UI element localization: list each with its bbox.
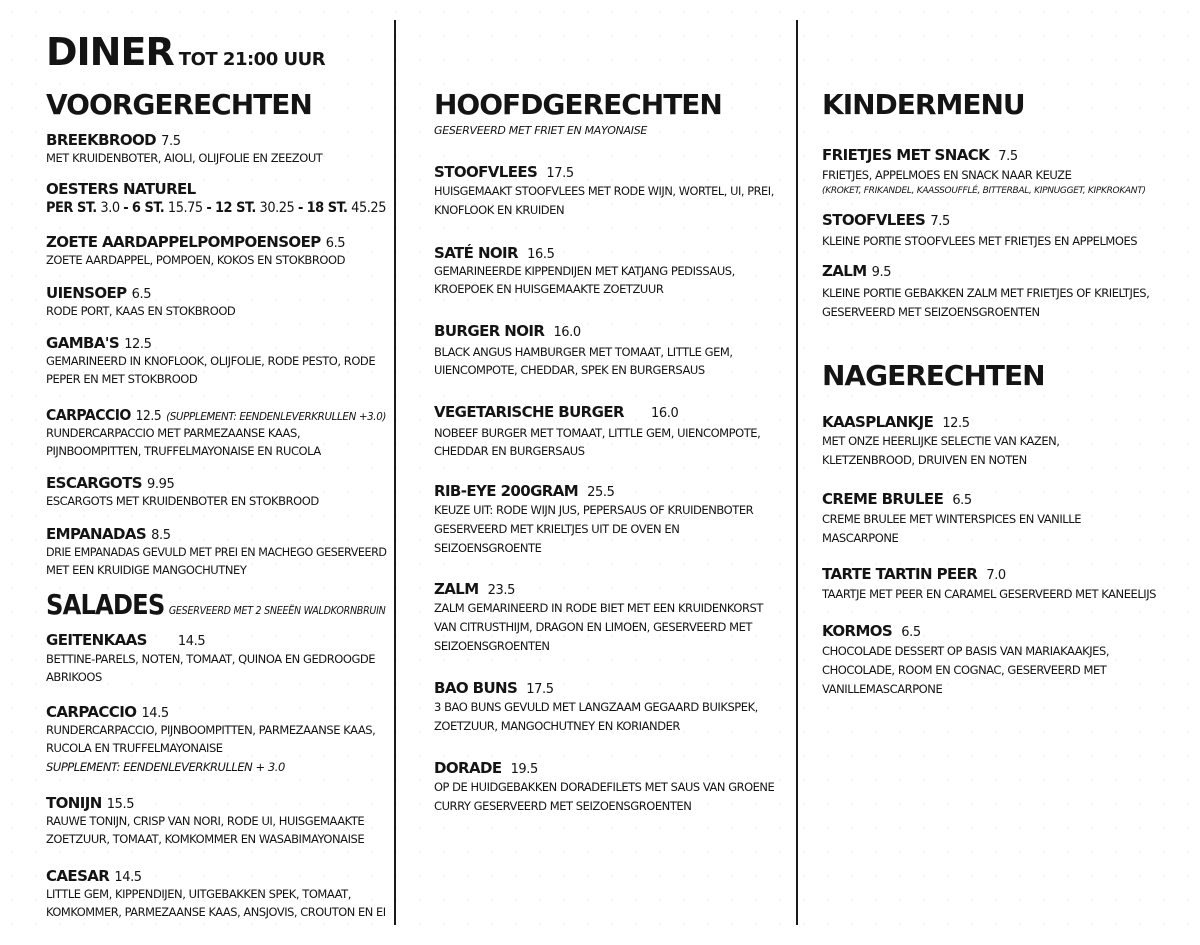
item-frietjes-met-snack (822, 145, 1018, 164)
item-description: LITTLE GEM, KIPPENDIJEN, UITGEBAKKEN SPEK, TOMAAT, (46, 887, 351, 901)
item-description: VAN CITRUSTHIJM, DRAGON EN LIMOEN, GESERVEERD MET (434, 620, 753, 634)
item-price: 14.5 (141, 706, 169, 721)
item-price: 7.5 (930, 214, 950, 229)
item-description: CREME BRULEE MET WINTERSPICES EN VANILLE (822, 512, 1082, 526)
item-name: GEITENKAAS (46, 631, 147, 649)
item-description: CHEDDAR EN BURGERSAUS (434, 444, 585, 458)
item-description: NOBEEF BURGER MET TOMAAT, LITTLE GEM, UIENCOMPOTE, (434, 426, 761, 440)
item-price: 6.5 (325, 236, 346, 251)
item-name: BREEKBROOD (46, 131, 157, 149)
item-description: GEMARINEERDE KIPPENDIJEN MET KATJANG PEDISSAUS, (434, 264, 735, 278)
item-price: 9.5 (871, 265, 892, 280)
item-description: RUNDERCARPACCIO MET PARMEZAANSE KAAS, (46, 426, 301, 440)
item-name: CARPACCIO (46, 406, 131, 424)
item-name: VEGETARISCHE BURGER (434, 403, 624, 421)
item-description: KLEINE PORTIE GEBAKKEN ZALM MET FRIETJES OF KRIELTJES, (822, 286, 1150, 300)
item-price: 16.0 (651, 406, 679, 421)
item-price: 16.5 (527, 247, 555, 262)
item-carpaccio (46, 405, 386, 424)
item-price: 9.95 (147, 477, 175, 492)
item-kinder-stoofvlees (822, 210, 950, 229)
item-description: FRIETJES, APPELMOES EN SNACK NAAR KEUZE (822, 168, 1072, 182)
item-description: MET KRUIDENBOTER, AIOLI, OLIJFOLIE EN ZEEZOUT (46, 151, 323, 165)
item-description: GESERVEERD MET SEIZOENSGROENTEN (822, 305, 1040, 319)
item-name: DORADE (434, 759, 502, 777)
item-name: EMPANADAS (46, 525, 147, 543)
item-description: PIJNBOOMPITTEN, TRUFFELMAYONAISE EN RUCOLA (46, 444, 321, 458)
item-price: 7.5 (998, 149, 1018, 164)
item-description: PEPER EN MET STOKBROOD (46, 372, 198, 386)
item-rib-eye (434, 481, 615, 500)
item-price: 17.5 (526, 682, 554, 697)
item-tonijn (46, 793, 134, 812)
item-price: 16.0 (553, 325, 581, 340)
item-description: CURRY GESERVEERD MET SEIZOENSGROENTEN (434, 799, 692, 813)
item-description: RODE PORT, KAAS EN STOKBROOD (46, 304, 236, 318)
column-hoofdgerechten (434, 0, 774, 945)
item-soep (46, 232, 345, 251)
item-snack-options: (KROKET, FRIKANDEL, KAASSOUFFLÉ, BITTERBAL, KIPNUGGET, KIPKROKANT) (822, 186, 1146, 196)
item-description: ZOETZUUR, MANGOCHUTNEY EN KORIANDER (434, 719, 680, 733)
item-name: BAO BUNS (434, 679, 518, 697)
item-description: ZALM GEMARINEERD IN RODE BIET MET EEN KRUIDENKORST (434, 601, 763, 615)
item-name: TONIJN (46, 794, 102, 812)
item-description: RUCOLA EN TRUFFELMAYONAISE (46, 741, 223, 755)
item-price: 17.5 (546, 166, 574, 181)
item-price: 15.5 (106, 797, 135, 812)
item-bao-buns (434, 678, 554, 697)
item-description: KLEINE PORTIE STOOFVLEES MET FRIETJES EN APPELMOES (822, 234, 1138, 248)
item-sate (434, 243, 554, 262)
item-name: KORMOS (822, 622, 893, 640)
price-value: 30.25 (259, 200, 295, 216)
section-title-voorgerechten: VOORGERECHTEN (46, 88, 312, 121)
item-description: HUISGEMAAKT STOOFVLEES MET RODE WIJN, WORTEL, UI, PREI, (434, 184, 774, 198)
item-empanadas (46, 524, 171, 543)
item-name: GAMBA'S (46, 334, 120, 352)
item-description: GEMARINEERD IN KNOFLOOK, OLIJFOLIE, RODE PESTO, RODE (46, 354, 376, 368)
item-description: RAUWE TONIJN, CRISP VAN NORI, RODE UI, HUISGEMAAKTE (46, 814, 365, 828)
item-kinder-zalm (822, 261, 891, 280)
item-description: TAARTJE MET PEER EN CARAMEL GESERVEERD MET KANEELIJS (822, 587, 1157, 601)
price-value: 15.75 (167, 200, 203, 216)
item-gambas (46, 333, 152, 352)
item-name: TARTE TARTIN PEER (822, 565, 978, 583)
price-value: 3.0 (100, 200, 120, 216)
item-description: 3 BAO BUNS GEVULD MET LANGZAAM GEGAARD BUIKSPEK, (434, 700, 758, 714)
column-divider-right (796, 20, 798, 925)
item-description: UIENCOMPOTE, CHEDDAR, SPEK EN BURGERSAUS (434, 363, 705, 377)
item-price: 14.5 (177, 634, 206, 649)
item-name: ZALM (434, 580, 479, 598)
item-description: ABRIKOOS (46, 670, 102, 684)
item-description: VANILLEMASCARPONE (822, 682, 943, 696)
item-name: UIENSOEP (46, 284, 127, 302)
item-price: 7.0 (986, 568, 1006, 583)
item-description: KEUZE UIT: RODE WIJN JUS, PEPERSAUS OF KRUIDENBOTER (434, 503, 754, 517)
item-uiensoep (46, 283, 151, 302)
item-description: KROEPOEK EN HUISGEMAAKTE ZOETZUUR (434, 282, 664, 296)
section-title-salades: SALADES (46, 588, 165, 621)
item-description: KOMKOMMER, PARMEZAANSE KAAS, ANSJOVIS, CROUTON EN EI (46, 905, 386, 919)
item-oesters-name: OESTERS NATUREL (46, 180, 196, 198)
item-name: CARPACCIO (46, 703, 137, 721)
item-price: 7.5 (161, 134, 181, 149)
item-description: OP DE HUIDGEBAKKEN DORADEFILETS MET SAUS VAN GROENE (434, 780, 775, 794)
price-label: 6 ST. (131, 200, 165, 216)
item-creme-brulee (822, 489, 972, 508)
item-description: CHOCOLADE DESSERT OP BASIS VAN MARIAKAAKJES, (822, 644, 1110, 658)
column-voorgerechten-salades (46, 0, 386, 945)
section-title-nagerechten: NAGERECHTEN (822, 359, 1045, 392)
item-name: STOOFVLEES (822, 211, 926, 229)
item-price: 23.5 (487, 583, 516, 598)
item-description: ESCARGOTS MET KRUIDENBOTER EN STOKBROOD (46, 494, 319, 508)
item-price: 25.5 (587, 485, 615, 500)
item-description: MET EEN KRUIDIGE MANGOCHUTNEY (46, 563, 247, 577)
price-label: PER ST. (46, 200, 97, 216)
item-description: ZOETZUUR, TOMAAT, KOMKOMMER EN WASABIMAYONAISE (46, 832, 365, 846)
item-description: CHOCOLADE, ROOM EN COGNAC, GESERVEERD MET (822, 663, 1107, 677)
menu-title: DINER (46, 30, 174, 74)
item-kaasplankje (822, 412, 970, 431)
item-dorade (434, 758, 538, 777)
column-divider-left (394, 20, 396, 925)
section-title-hoofdgerechten: HOOFDGERECHTEN (434, 88, 722, 121)
item-name: CAESAR (46, 867, 110, 885)
item-geitenkaas (46, 630, 205, 649)
item-name: ESCARGOTS (46, 474, 142, 492)
item-burger-noir (434, 321, 581, 340)
section-title-kindermenu: KINDERMENU (822, 88, 1025, 121)
item-description: RUNDERCARPACCIO, PIJNBOOMPITTEN, PARMEZAANSE KAAS, (46, 723, 376, 737)
item-breekbrood (46, 130, 181, 149)
item-description: KLETZENBROOD, DRUIVEN EN NOTEN (822, 453, 1027, 467)
item-price: 19.5 (510, 762, 538, 777)
menu-header (46, 30, 325, 74)
item-stoofvlees (434, 162, 574, 181)
item-description: MET ONZE HEERLIJKE SELECTIE VAN KAZEN, (822, 434, 1060, 448)
item-price: 6.5 (901, 625, 921, 640)
item-zalm (434, 579, 515, 598)
item-price: 12.5 (135, 409, 162, 424)
item-description: MASCARPONE (822, 531, 899, 545)
item-description: KNOFLOOK EN KRUIDEN (434, 203, 565, 217)
item-escargots (46, 473, 174, 492)
item-name: CREME BRULEE (822, 490, 944, 508)
menu-subtitle: TOT 21:00 UUR (178, 49, 326, 70)
item-name: ZALM (822, 262, 867, 280)
price-value: 45.25 (351, 200, 386, 216)
item-description: SEIZOENSGROENTE (434, 541, 542, 555)
section-note: GESERVEERD MET 2 SNEEËN WALDKORNBRUIN (168, 604, 386, 617)
item-salade-carpaccio (46, 702, 169, 721)
price-label: 12 ST. (214, 200, 256, 216)
item-price: 6.5 (952, 493, 972, 508)
column-kindermenu-nagerechten (822, 0, 1162, 945)
item-supplement: SUPPLEMENT: EENDENLEVERKRULLEN + 3.0 (46, 760, 285, 774)
item-name: BURGER NOIR (434, 322, 545, 340)
item-name: STOOFVLEES (434, 163, 538, 181)
item-vegetarische-burger (434, 402, 678, 421)
item-name: ZOETE AARDAPPELPOMPOENSOEP (46, 233, 321, 251)
price-label: 18 ST. (306, 200, 348, 216)
item-description: GESERVEERD MET KRIELTJES UIT DE OVEN EN (434, 522, 680, 536)
item-name: SATÉ NOIR (434, 244, 518, 262)
item-oesters-prices (46, 200, 386, 216)
item-caesar (46, 866, 142, 885)
item-kormos (822, 621, 921, 640)
item-description: ZOETE AARDAPPEL, POMPOEN, KOKOS EN STOKBROOD (46, 253, 345, 267)
item-price: 14.5 (114, 870, 142, 885)
item-description: DRIE EMPANADAS GEVULD MET PREI EN MACHEGO GESERVEERD (46, 545, 387, 559)
section-note: GESERVEERD MET FRIET EN MAYONAISE (434, 124, 648, 137)
item-price: 12.5 (124, 337, 152, 352)
item-name: RIB-EYE 200GRAM (434, 482, 579, 500)
item-name: FRIETJES MET SNACK (822, 146, 990, 164)
item-price: 12.5 (942, 416, 970, 431)
item-description: BETTINE-PARELS, NOTEN, TOMAAT, QUINOA EN GEDROOGDE (46, 652, 376, 666)
item-name: KAASPLANKJE (822, 413, 934, 431)
item-supplement: (SUPPLEMENT: EENDENLEVERKRULLEN +3.0) (166, 410, 387, 423)
item-price: 6.5 (131, 287, 152, 302)
item-price: 8.5 (151, 528, 171, 543)
item-description: SEIZOENSGROENTEN (434, 639, 550, 653)
price-separator: - (298, 200, 303, 216)
price-separator: - (206, 200, 212, 216)
section-salades-header (46, 588, 386, 621)
price-separator: - (123, 200, 129, 216)
item-tarte-tartin (822, 564, 1006, 583)
item-description: BLACK ANGUS HAMBURGER MET TOMAAT, LITTLE GEM, (434, 345, 733, 359)
